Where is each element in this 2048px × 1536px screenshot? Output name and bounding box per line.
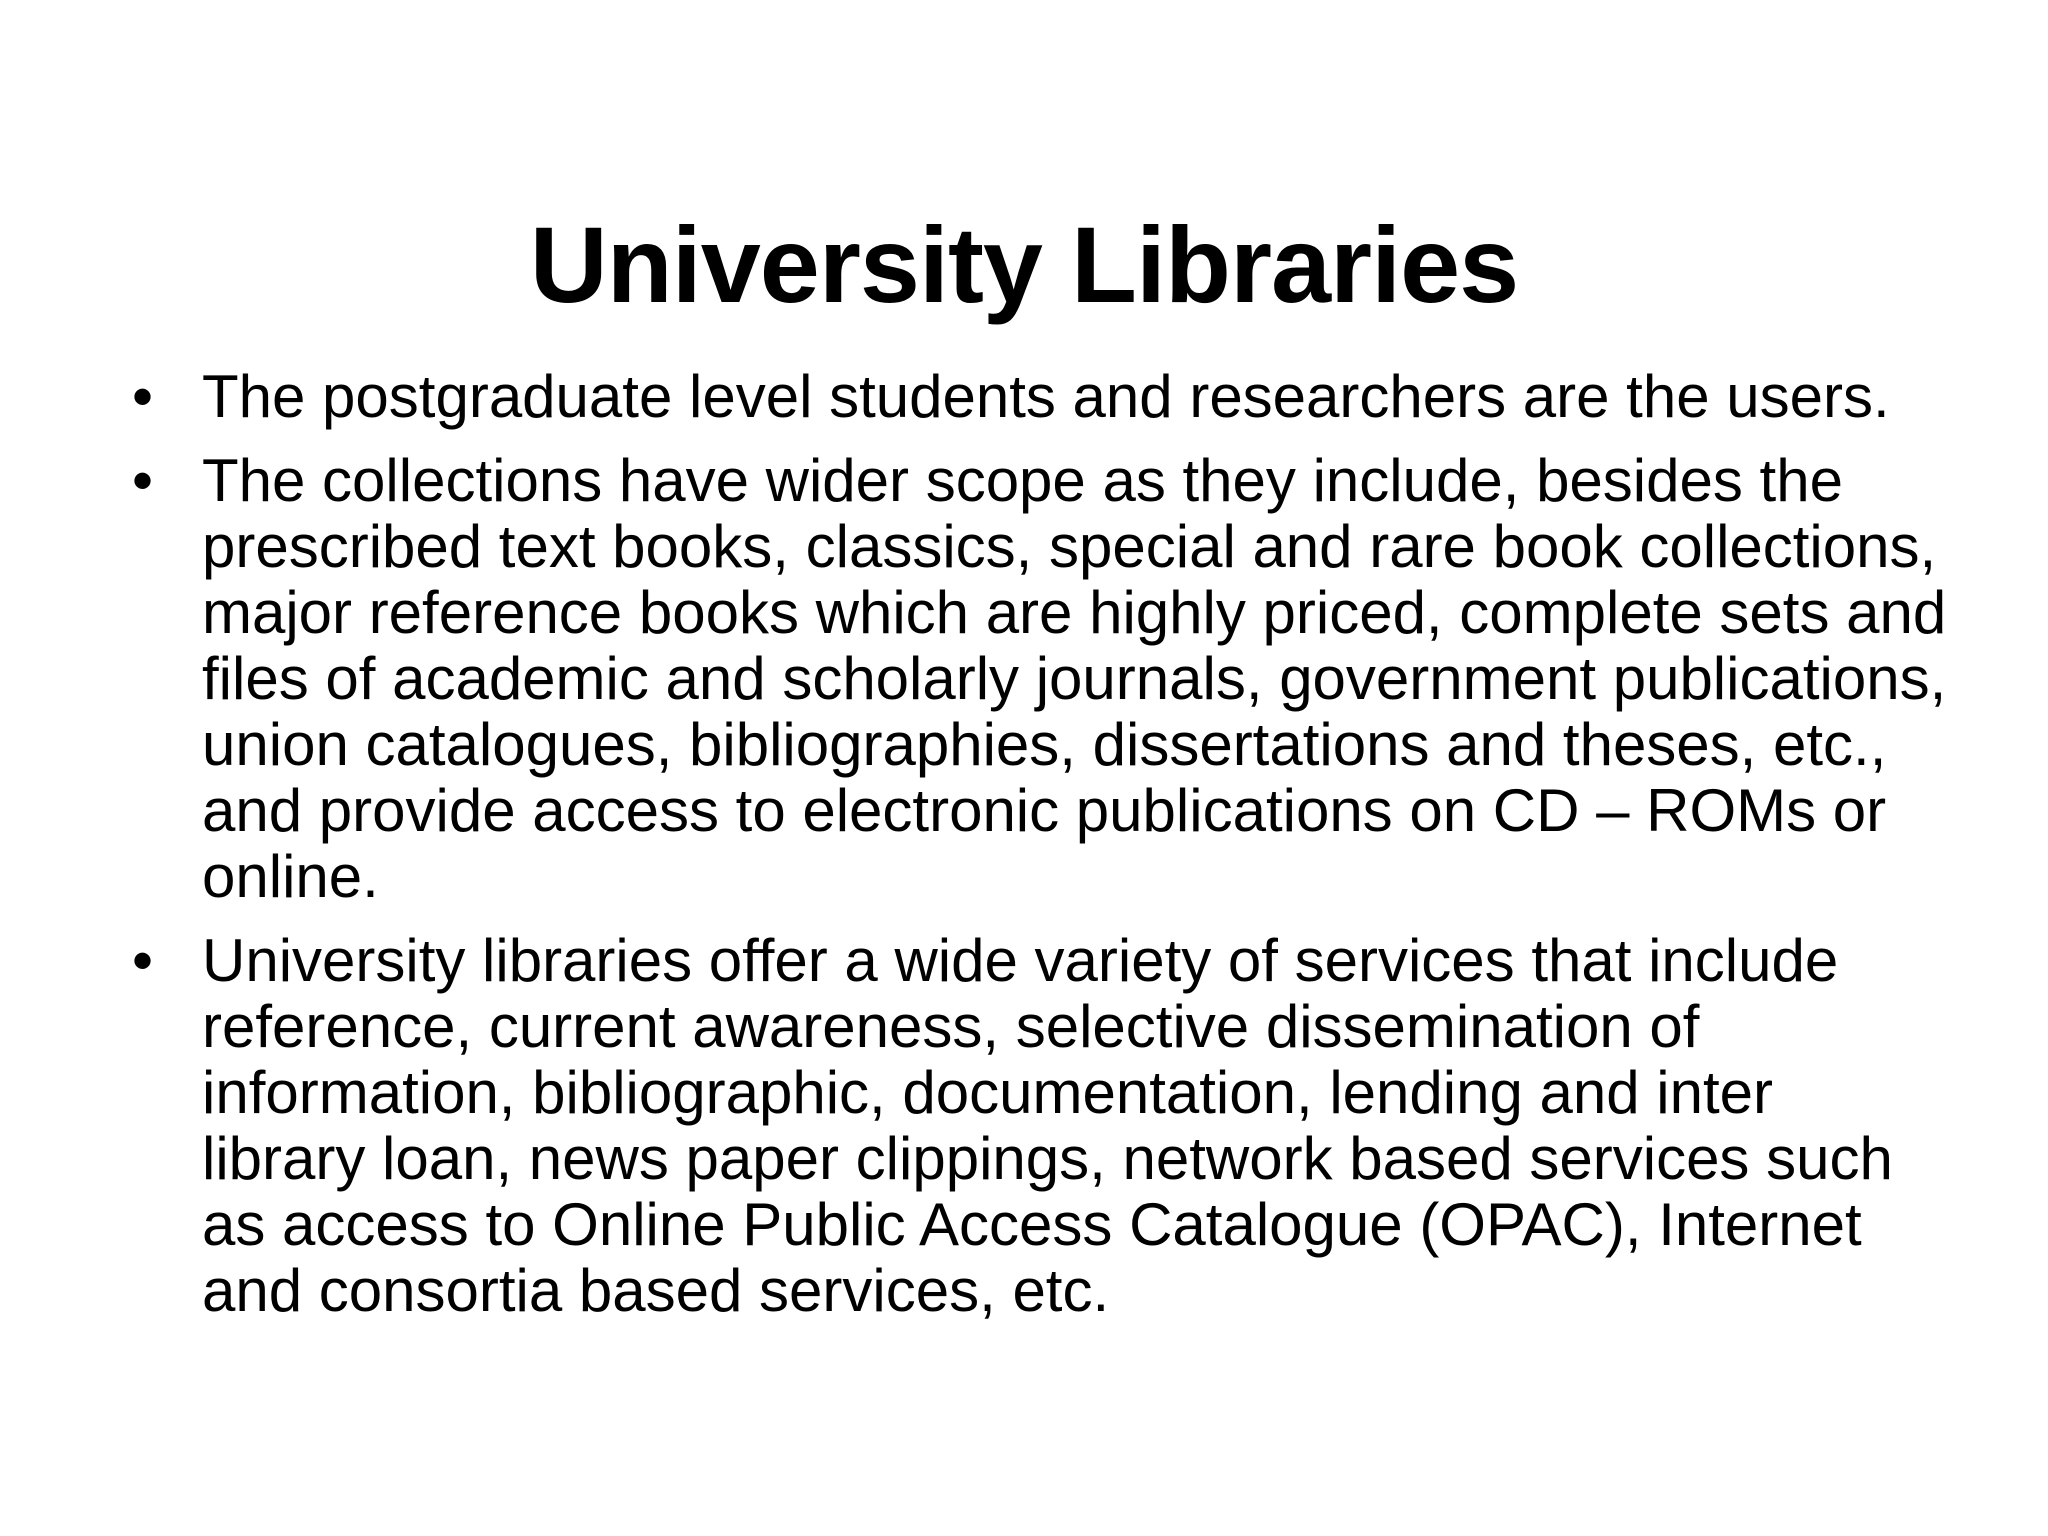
list-item	[122, 928, 1952, 1324]
bullet-list	[122, 364, 1952, 1342]
list-item	[122, 364, 1952, 430]
bullet-icon: •	[132, 363, 154, 430]
bullet-icon: •	[132, 447, 154, 514]
bullet-text: University libraries offer a wide variety of services that include reference, current awareness, selective dissemination of information, bibliographic, documentation, lending and inter library loan, news paper clippings, network based services such as access to Online Public Access Catalogue (OPAC), Internet and consortia based services, etc.	[202, 927, 1893, 1324]
list-item	[122, 448, 1952, 910]
bullet-text: The collections have wider scope as they include, besides the prescribed text books, classics, special and rare book collections, major reference books which are highly priced, complete sets and files of academic and scholarly journals, government publications, union catalogues, bibliographies, dissertations and theses, etc., and provide access to electronic publications on CD – ROMs or online.	[202, 447, 1947, 910]
bullet-text: The postgraduate level students and researchers are the users.	[202, 363, 1890, 430]
bullet-icon: •	[132, 927, 154, 994]
slide-title: University Libraries	[529, 204, 1519, 326]
